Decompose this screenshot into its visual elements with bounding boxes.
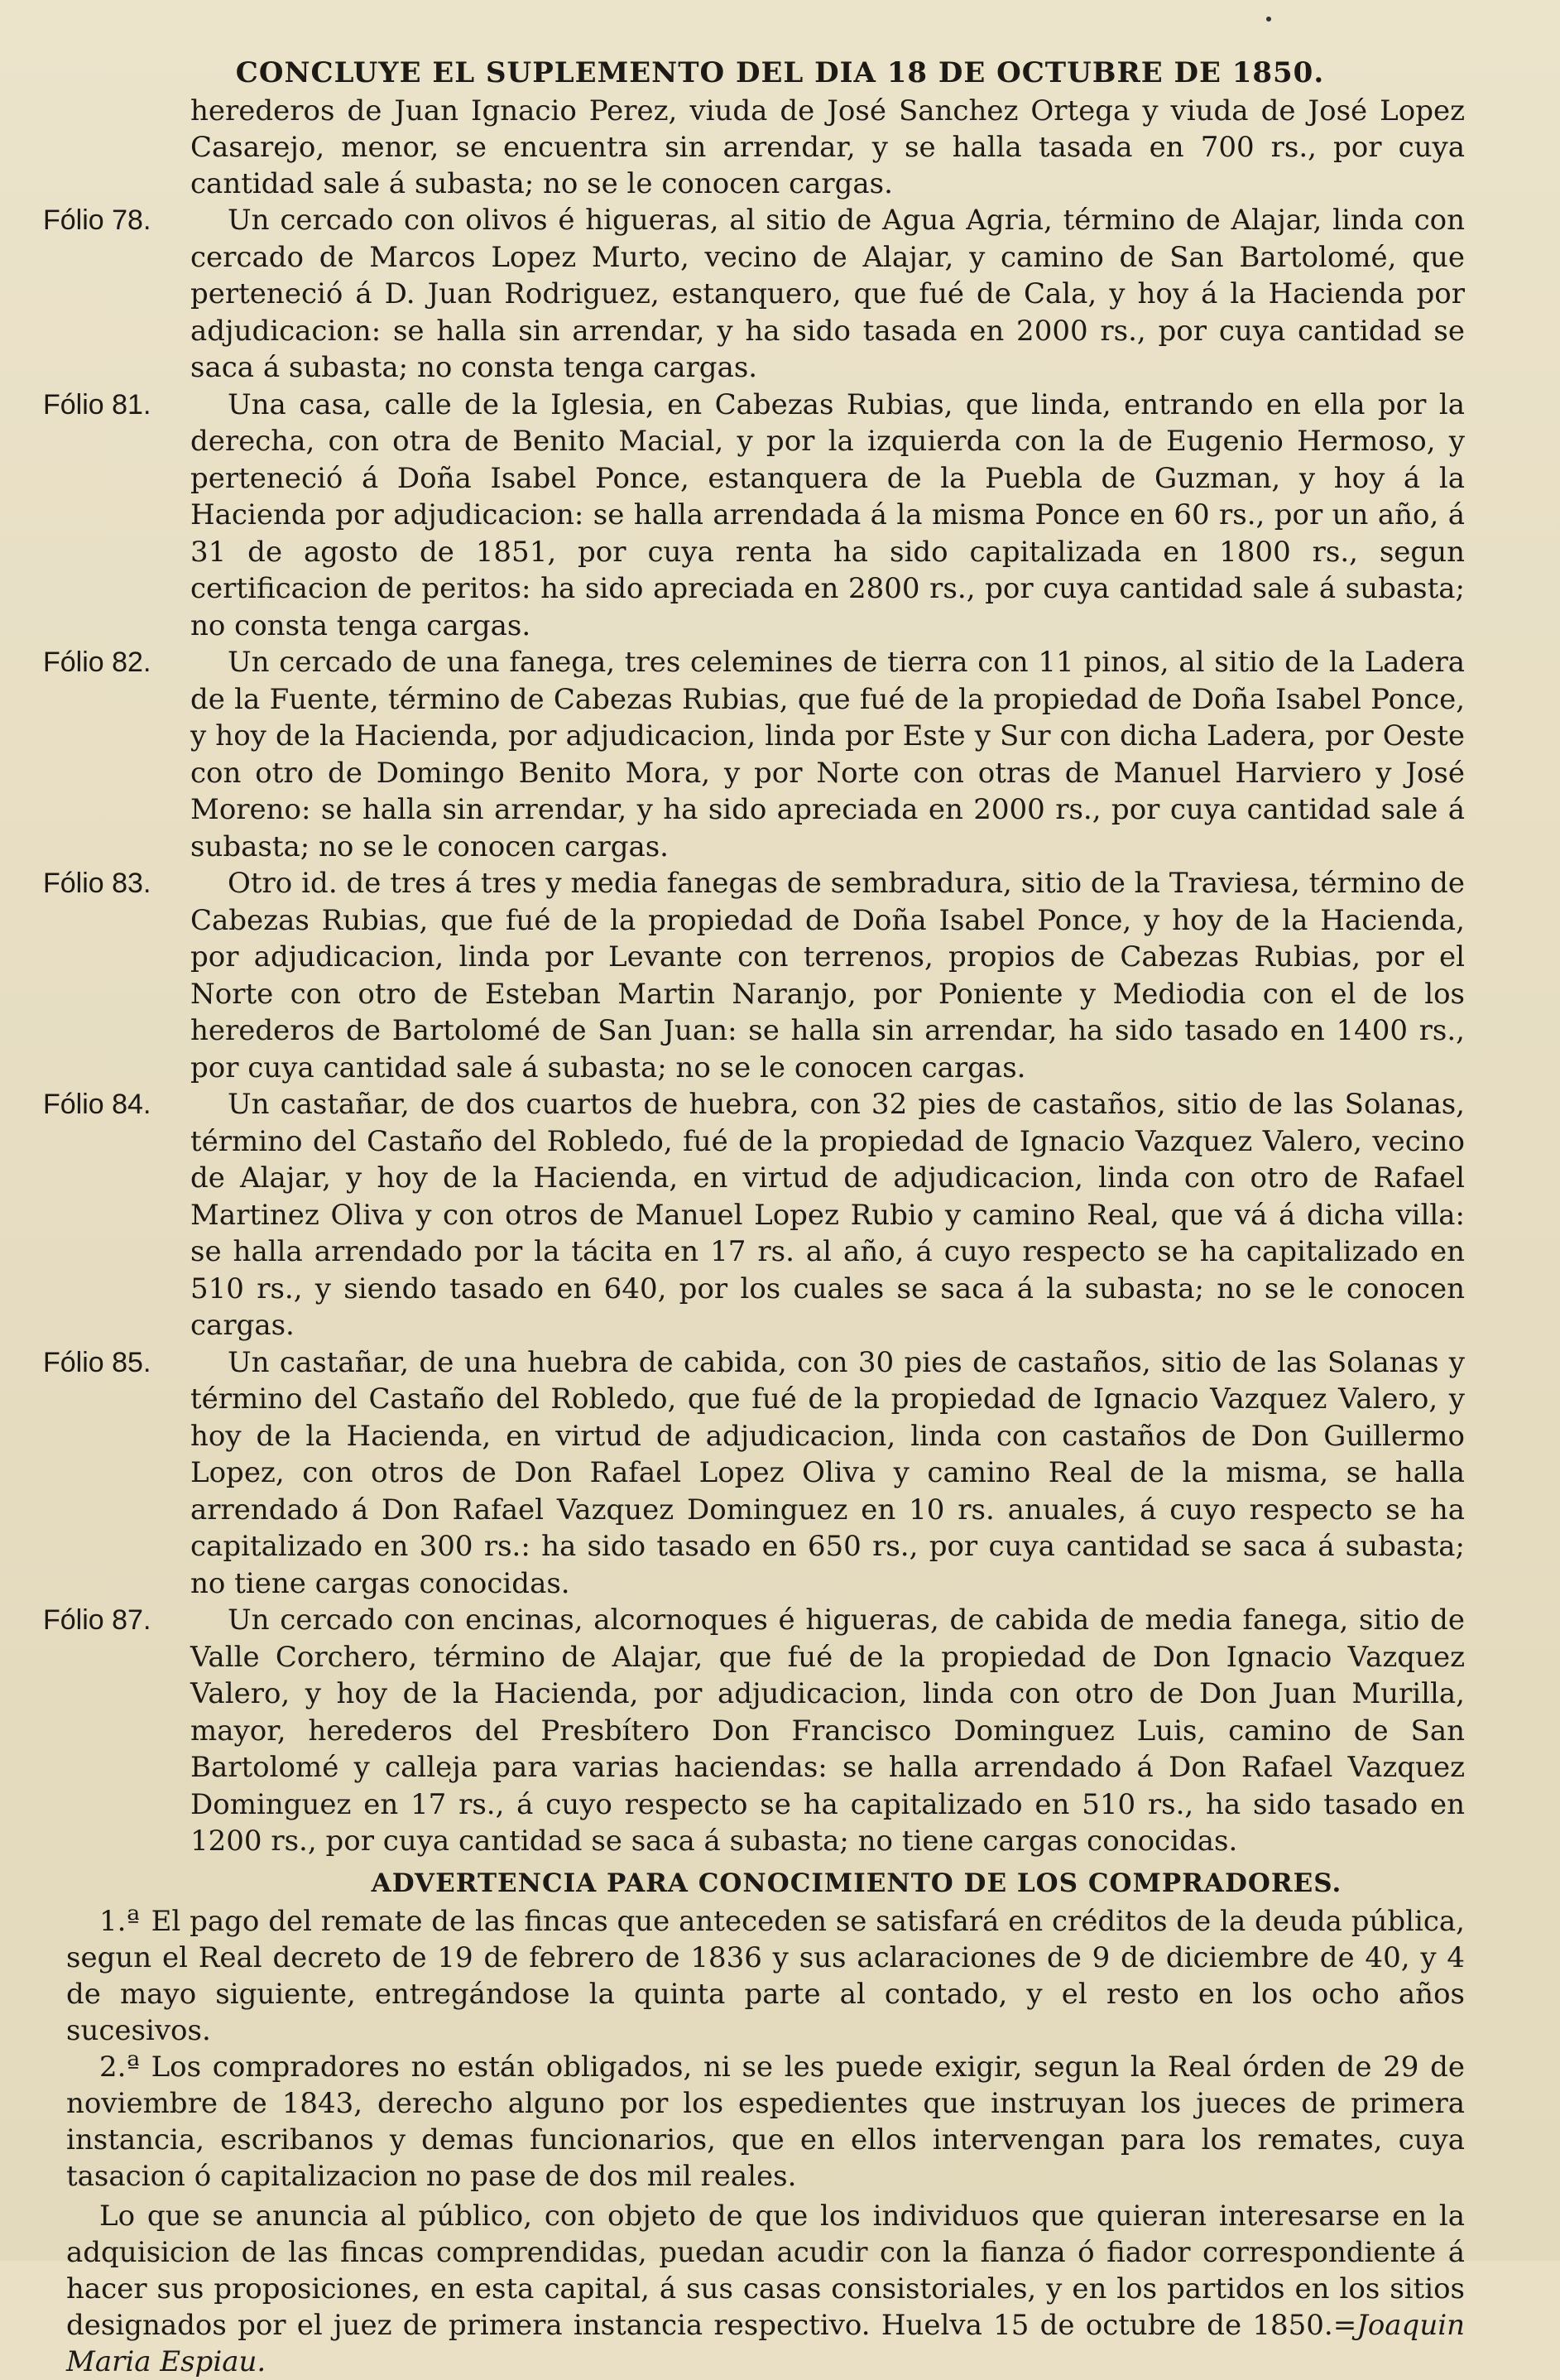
folio-entry [33, 865, 1465, 1086]
folio-text: Un castañar, de dos cuartos de huebra, con 32 pies de castaños, sitio de las Solanas, término del Castaño del Robledo, fué de la propiedad de Ignacio Vazquez Valero, vecino de Alajar, y hoy de la Hacienda, en virtud de adjudicacion, linda con otro de Rafael Martinez Oliva y con otros de Manuel Lopez Rubio y camino Real, que vá á dicha villa: se halla arrendado por la tácita en 17 rs. al año, á cuyo respecto se ha capitalizado en 510 rs., y siendo tasado en 640, por los cuales se saca á la subasta; no se le conocen cargas. [190, 1088, 1465, 1342]
folio-text: Una casa, calle de la Iglesia, en Cabezas Rubias, que linda, entrando en ella por la derecha, con otra de Benito Macial, y por la izquierda con la de Eugenio Hermoso, y perteneció á Doña Isabel Ponce, estanquera de la Puebla de Guzman, y hoy á la Hacienda por adjudicacion: se halla arrendada á la misma Ponce en 60 rs., por un año, á 31 de agosto de 1851, por cuya renta ha sido capitalizada en 1800 rs., segun certificacion de peritos: ha sido apreciada en 2800 rs., por cuya cantidad sale á subasta; no consta tenga cargas. [190, 387, 1465, 642]
folio-entry [33, 387, 1465, 645]
advertencia-paragraph-2 [33, 2049, 1465, 2195]
folio-entry [33, 1344, 1465, 1603]
folio-label: Fólio 81. [43, 388, 151, 421]
folio-label: Fólio 78. [43, 204, 151, 236]
folio-label: Fólio 84. [43, 1089, 151, 1120]
signature: Joaquin Maria Espiau. [66, 2308, 1465, 2378]
folio-entry [33, 644, 1465, 865]
folio-text: Un cercado con olivos é higueras, al sitio de Agua Agria, término de Alajar, linda con cercado de Marcos Lopez Murto, vecino de Alajar, y camino de San Bartolomé, que perteneció á D. Juan Rodriguez, estanquero, que fué de Cala, y hoy á la Hacienda por adjudicacion: se halla sin arrendar, y ha sido tasada en 2000 rs., por cuya cantidad se saca á subasta; no consta tenga cargas. [190, 204, 1465, 384]
folio-text: Otro id. de tres á tres y media fanegas de sembradura, sitio de la Traviesa, término de Cabezas Rubias, que fué de la propiedad de Doña Isabel Ponce, y hoy de la Hacienda, por adjudicacion, linda por Levante con terrenos, propios de Cabezas Rubias, por el Norte con otro de Esteban Martin Naranjo, por Poniente y Mediodia con el de los herederos de Bartolomé de San Juan: se halla sin arrendar, ha sido tasado en 1400 rs., por cuya cantidad sale á subasta; no se le conocen cargas. [190, 867, 1465, 1084]
folio-label: Fólio 83. [43, 868, 151, 899]
ink-dot [1266, 17, 1271, 22]
paragraph-number: 2.ª [99, 2050, 140, 2084]
folio-label: Fólio 82. [43, 647, 151, 678]
folio-text: Un castañar, de una huebra de cabida, con 30 pies de castaños, sitio de las Solanas y término del Castaño del Robledo, que fué de la propiedad de Ignacio Vazquez Valero, y hoy de la Hacienda, en virtud de adjudicacion, linda con castaños de Don Guillermo Lopez, con otros de Don Rafael Lopez Oliva y camino Real de la misma, se halla arrendado á Don Rafael Vazquez Dominguez en 10 rs. anuales, á cuyo respecto se ha capitalizado en 300 rs.: ha sido tasado en 650 rs., por cuya cantidad se saca á subasta; no tiene cargas conocidas. [190, 1345, 1465, 1600]
advertencia-paragraph-1 [33, 1903, 1465, 2049]
intro-paragraph: herederos de Juan Ignacio Perez, viuda de José Sanchez Ortega y viuda de José Lopez Casarejo, menor, se encuentra sin arrendar, y se halla tasada en 700 rs., por cuya cantidad sale á subasta; no se le conocen cargas. [190, 94, 1465, 200]
closing-text: Lo que se anuncia al público, con objeto de que los individuos que quieran interesarse en la adquisicion de las fincas comprendidas, puedan acudir con la fianza ó fiador correspondiente á hacer sus proposiciones, en esta capital, á sus casas consistoriales, y en los partidos en los sitios designados por el juez de primera instancia respectivo. Huelva 15 de octubre de 1850.= [66, 2199, 1465, 2342]
folio-entry [33, 1602, 1465, 1860]
paragraph-text: El pago del remate de las fincas que anteceden se satisfará en créditos de la deuda pública, segun el Real decreto de 19 de febrero de 1836 y sus aclaraciones de 9 de diciembre de 40, y 4 de mayo siguiente, entregándose la quinta parte al contado, y el resto en los ocho años sucesivos. [66, 1904, 1465, 2047]
folio-label: Fólio 85. [43, 1346, 151, 1378]
folio-entry [33, 1086, 1465, 1344]
document-body [33, 93, 1465, 2380]
page-header: CONCLUYE EL SUPLEMENTO DEL DIA 18 DE OCTUBRE DE 1850. [235, 56, 1325, 89]
paragraph-text: Los compradores no están obligados, ni se les puede exigir, segun la Real órden de 29 de noviembre de 1843, derecho alguno por los espedientes que instruyan los jueces de primera instancia, escribanos y demas funcionarios, que en ellos intervengan para los remates, cuya tasacion ó capitalizacion no pase de dos mil reales. [66, 2050, 1465, 2193]
advertencia-title: ADVERTENCIA PARA CONOCIMIENTO DE LOS COMPRADORES. [371, 1868, 1342, 1898]
closing-paragraph [33, 2198, 1465, 2380]
paragraph-number: 1.ª [99, 1904, 140, 1938]
folio-text: Un cercado con encinas, alcornoques é higueras, de cabida de media fanega, sitio de Valle Corchero, término de Alajar, que fué de la propiedad de Don Ignacio Vazquez Valero, y hoy de la Hacienda, por adjudicacion, linda con otro de Don Juan Murilla, mayor, herederos del Presbítero Don Francisco Dominguez Luis, camino de San Bartolomé y calleja para varias haciendas: se halla arrendado á Don Rafael Vazquez Dominguez en 17 rs., á cuyo respecto se ha capitalizado en 510 rs., ha sido tasado en 1200 rs., por cuya cantidad se saca á subasta; no tiene cargas conocidas. [190, 1603, 1465, 1858]
folio-text: Un cercado de una fanega, tres celemines de tierra con 11 pinos, al sitio de la Ladera de la Fuente, término de Cabezas Rubias, que fué de la propiedad de Doña Isabel Ponce, y hoy de la Hacienda, por adjudicacion, linda por Este y Sur con dicha Ladera, por Oeste con otro de Domingo Benito Mora, y por Norte con otras de Manuel Harviero y José Moreno: se halla sin arrendar, y ha sido apreciada en 2000 rs., por cuya cantidad sale á subasta; no se le conocen cargas. [190, 646, 1465, 863]
folio-entry [33, 202, 1465, 387]
folio-label: Fólio 87. [43, 1604, 151, 1636]
